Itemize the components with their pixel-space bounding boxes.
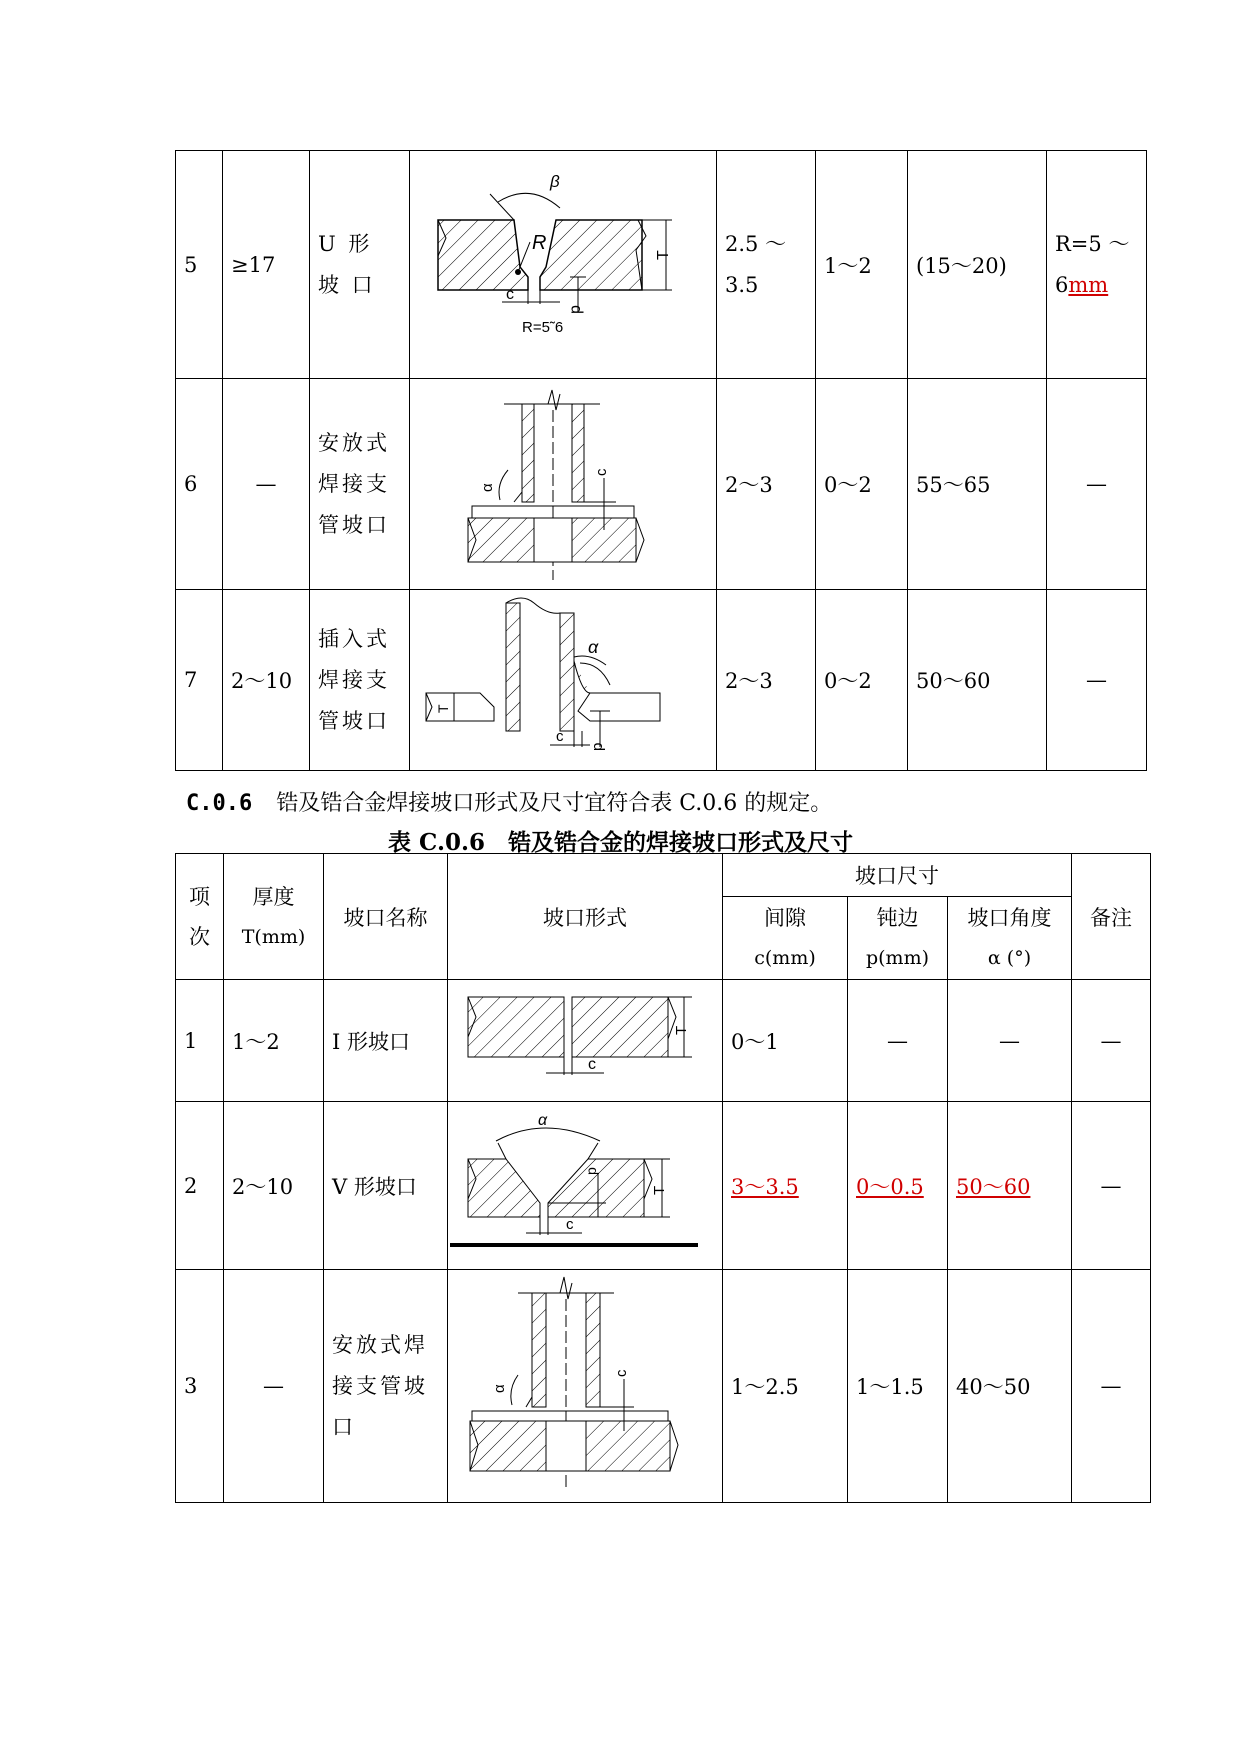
u-groove-diagram	[410, 152, 715, 378]
blunt-cell: 0～2	[816, 379, 908, 590]
svg-text:R: R	[532, 231, 547, 254]
angle-cell: 40～50	[948, 1270, 1072, 1503]
angle-cell: —	[948, 980, 1072, 1102]
blunt-cell: 0～2	[816, 590, 908, 771]
row-number: 5	[176, 151, 223, 379]
groove-name: 安放式焊接支管坡口	[310, 379, 410, 590]
groove-diagram-cell	[448, 980, 723, 1102]
thickness-cell: 1～2	[224, 980, 324, 1102]
svg-text:β: β	[550, 171, 560, 191]
row-number: 1	[176, 980, 224, 1102]
svg-text:p: p	[589, 742, 606, 751]
header-thickness: 厚度 T(mm)	[224, 854, 324, 980]
table-row	[176, 980, 1151, 1102]
blunt-cell: 0～0.5	[848, 1102, 948, 1270]
table-row	[176, 1270, 1151, 1503]
table-row	[176, 590, 1147, 771]
svg-text:c: c	[506, 285, 514, 303]
zirconium-groove-table	[175, 853, 1151, 1503]
table-caption: 表 C.0.6 锆及锆合金的焊接坡口形式及尺寸	[388, 829, 853, 856]
table-row	[176, 1102, 1151, 1270]
groove-name: V 形坡口	[324, 1102, 448, 1270]
svg-text:α: α	[538, 1111, 548, 1129]
svg-text:T: T	[673, 1025, 690, 1035]
thickness-cell: 2～10	[224, 1102, 324, 1270]
groove-diagram-cell	[410, 590, 717, 771]
svg-text:c: c	[593, 468, 610, 476]
svg-text:c: c	[566, 1215, 574, 1233]
groove-diagram-cell	[448, 1102, 723, 1270]
set-in-branch-diagram	[410, 591, 715, 770]
svg-text:T: T	[651, 1185, 668, 1195]
angle-cell: (15～20)	[908, 151, 1047, 379]
groove-name: U 形 坡 口	[310, 151, 410, 379]
svg-text:T: T	[435, 703, 451, 713]
header-no: 项次	[176, 854, 224, 980]
angle-cell: 50～60	[908, 590, 1047, 771]
svg-text:c: c	[588, 1055, 596, 1073]
svg-text:p: p	[567, 304, 584, 314]
set-on-branch-diagram	[448, 1271, 721, 1502]
row-number: 2	[176, 1102, 224, 1270]
angle-cell: 55～65	[908, 379, 1047, 590]
thickness-cell: —	[224, 1270, 324, 1503]
svg-text:c: c	[556, 727, 564, 745]
thickness-cell: 2～10	[223, 590, 310, 771]
svg-text:T: T	[655, 249, 672, 260]
gap-cell: 2～3	[717, 379, 816, 590]
header-size-group: 坡口尺寸	[723, 854, 1072, 897]
remark-cell: —	[1047, 590, 1147, 771]
svg-text:α: α	[588, 636, 599, 657]
groove-diagram-cell	[410, 379, 717, 590]
v-groove-diagram	[448, 1103, 721, 1269]
section-paragraph	[186, 786, 832, 817]
header-row	[176, 854, 1151, 897]
remark-cell: —	[1072, 1102, 1151, 1270]
header-blunt: 钝边 p(mm)	[848, 897, 948, 980]
blunt-cell: —	[848, 980, 948, 1102]
table-row	[176, 379, 1147, 590]
blunt-cell: 1～1.5	[848, 1270, 948, 1503]
groove-name: 插入式焊接支管坡口	[310, 590, 410, 771]
header-form: 坡口形式	[448, 854, 723, 980]
blunt-cell: 1～2	[816, 151, 908, 379]
remark-cell: —	[1072, 980, 1151, 1102]
groove-diagram-cell	[410, 151, 717, 379]
i-groove-diagram	[448, 981, 721, 1101]
set-on-branch-diagram	[410, 380, 715, 589]
section-number: C.0.6	[186, 791, 253, 816]
gap-cell: 2.5 ～ 3.5	[717, 151, 816, 379]
groove-diagram-cell	[448, 1270, 723, 1503]
svg-text:p: p	[583, 1166, 599, 1175]
row-number: 6	[176, 379, 223, 590]
thickness-cell: ≥17	[223, 151, 310, 379]
section-text: 锆及锆合金焊接坡口形式及尺寸宜符合表 C.0.6 的规定。	[276, 791, 833, 816]
svg-text:c: c	[613, 1369, 630, 1377]
svg-text:R=5˜6: R=5˜6	[522, 318, 564, 336]
gap-cell: 3～3.5	[723, 1102, 848, 1270]
table-row	[176, 151, 1147, 379]
gap-cell: 0～1	[723, 980, 848, 1102]
remark-cell: —	[1047, 379, 1147, 590]
gap-cell: 2～3	[717, 590, 816, 771]
remark-cell: —	[1072, 1270, 1151, 1503]
svg-text:α: α	[491, 1383, 508, 1393]
svg-text:α: α	[479, 482, 496, 492]
gap-cell: 1～2.5	[723, 1270, 848, 1503]
header-remark: 备注	[1072, 854, 1151, 980]
groove-name: 安放式焊接支管坡口	[324, 1270, 448, 1503]
remark-cell: R=5 ～ 6mm	[1047, 151, 1147, 379]
header-gap: 间隙 c(mm)	[723, 897, 848, 980]
groove-name: I 形坡口	[324, 980, 448, 1102]
row-number: 3	[176, 1270, 224, 1503]
thickness-cell: —	[223, 379, 310, 590]
angle-cell: 50～60	[948, 1102, 1072, 1270]
header-name: 坡口名称	[324, 854, 448, 980]
row-number: 7	[176, 590, 223, 771]
header-angle: 坡口角度 α (°)	[948, 897, 1072, 980]
groove-table-continued	[175, 150, 1147, 771]
